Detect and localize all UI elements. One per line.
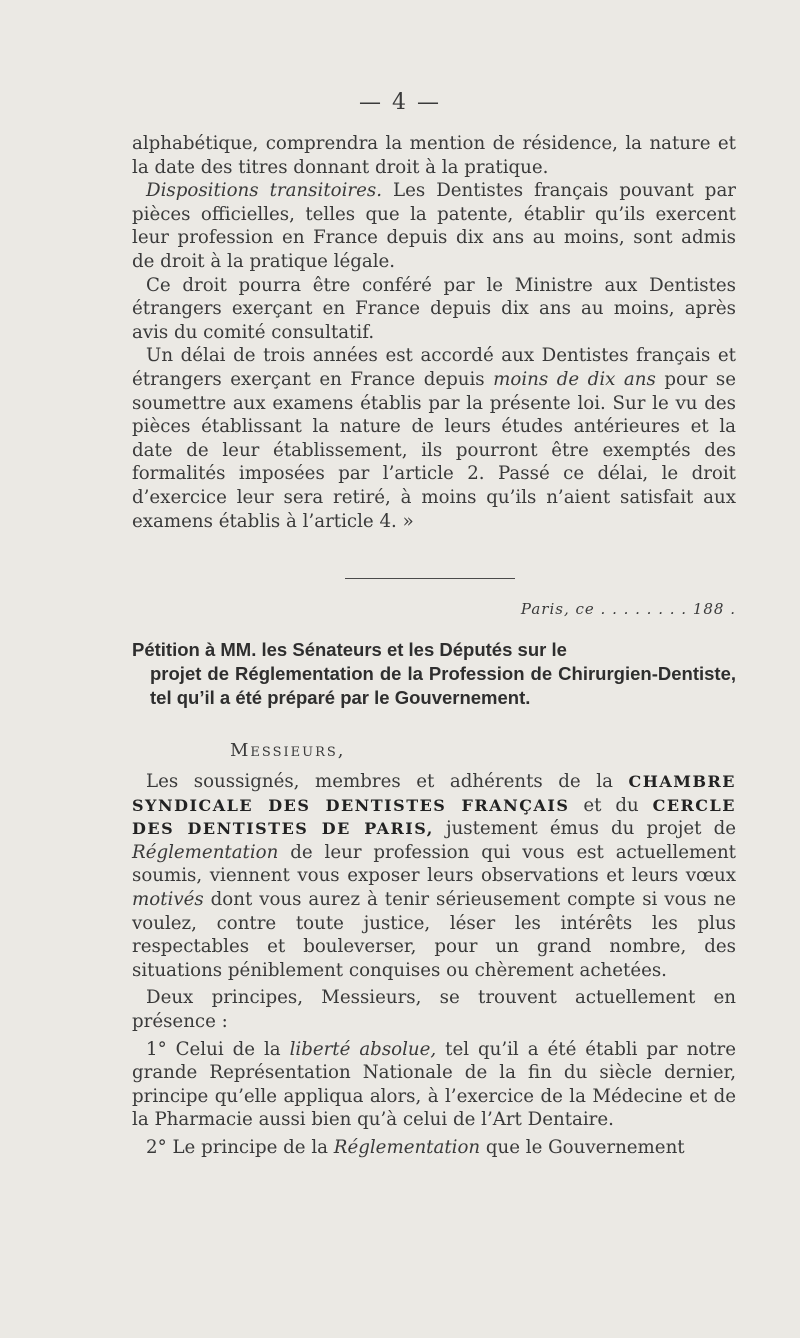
liberty-emphasis: liberté absolue, <box>289 1038 437 1060</box>
paragraph-principle-liberty <box>132 1038 736 1132</box>
petition-title-rest: projet de Réglementation de la Profession de Chirurgien-Dentiste, tel qu’il a été préparé par le Gouvernement. <box>150 663 736 708</box>
paragraph-signatories <box>132 770 736 982</box>
paragraph-principle-regulation <box>132 1136 736 1160</box>
signatories-emphasis-2: motivés <box>132 888 204 910</box>
signatories-text-e: dont vous aurez à tenir sérieusement compte si vous ne voulez, contre toute justice, léser les intérêts les plus respectables et bouleverser, pour un grand nombre, des situations péniblement conquises ou chèrement achetées. <box>132 888 736 981</box>
section-divider <box>345 578 515 579</box>
paragraph-three-year-delay <box>132 344 736 533</box>
signatories-text-b: et du <box>569 794 653 816</box>
paragraph-residence: alphabétique, comprendra la mention de résidence, la nature et la date des titres donnant droit à la pratique. <box>132 133 736 178</box>
signatories-text-a: Les soussignés, membres et adhérents de la <box>146 771 629 792</box>
org-chambre-syndicale: CHAMBRE SYNDICALE DES DENTISTES FRANÇAIS <box>132 772 736 815</box>
regulation-emphasis: Réglementation <box>333 1136 481 1158</box>
liberty-text-b: tel qu’il a été établi par notre grande Représentation Nationale de la fin du siècle dernier, principe qu’elle appliqua alors, à l’exercice de la Médecine et de la Pharmacie aussi bien qu’à celui de l’Art Dentaire. <box>132 1038 736 1131</box>
paragraph-foreign-dentists: Ce droit pourra être conféré par le Ministre aux Dentistes étrangers exerçant en France depuis dix ans au moins, après avis du comité consultatif. <box>132 274 736 343</box>
signatories-text-d: de leur profession qui vous est actuellement soumis, viennent vous exposer leurs observations et leurs vœux <box>132 841 736 887</box>
petition-title <box>132 638 736 710</box>
transitional-heading: Dispositions transitoires. <box>146 180 382 202</box>
regulation-text-b: que le Gouvernement <box>480 1136 685 1158</box>
delay-text-a: Un délai de trois années est accordé aux Dentistes français et étrangers exerçant en France depuis <box>132 345 736 390</box>
signatories-text-c: justement émus du projet de <box>433 818 737 840</box>
delay-text-b: pour se soumettre aux examens établis par la présente loi. Sur le vu des pièces établissant la nature de leurs études antérieures et la date de leur établissement, ils pourront être exemptés des formalités imposées par l’article 2. Passé ce délai, le droit d’exercice leur sera retiré, à moins qu’ils n’aient satisfait aux examens établis à l’article 4. » <box>132 368 736 532</box>
org-cercle-dentistes: CERCLE DES DENTISTES DE PARIS, <box>132 795 736 839</box>
dateline: Paris, ce . . . . . . . . 188 . <box>520 600 736 618</box>
transitional-text: Les Dentistes français pouvant par pièces officielles, telles que la patente, établir qu’ils exercent leur profession en France depuis dix ans au moins, sont admis de droit à la pratique légale. <box>132 180 736 272</box>
petition-body <box>132 770 736 1160</box>
paragraph-transitional <box>132 179 736 273</box>
regulation-text-a: 2° Le principe de la <box>146 1136 334 1158</box>
liberty-text-a: 1° Celui de la <box>146 1038 290 1060</box>
signatories-emphasis-1: Réglementation <box>132 841 279 863</box>
petition-title-line1: Pétition à MM. les Sénateurs et les Députés sur le <box>132 639 567 660</box>
salutation: Messieurs, <box>230 740 346 761</box>
paragraph-two-principles: Deux principes, Messieurs, se trouvent actuellement en présence : <box>132 987 736 1032</box>
page-number: — 4 — <box>359 90 441 115</box>
delay-emphasis: moins de dix ans <box>493 368 656 390</box>
law-text-continuation <box>132 132 736 533</box>
